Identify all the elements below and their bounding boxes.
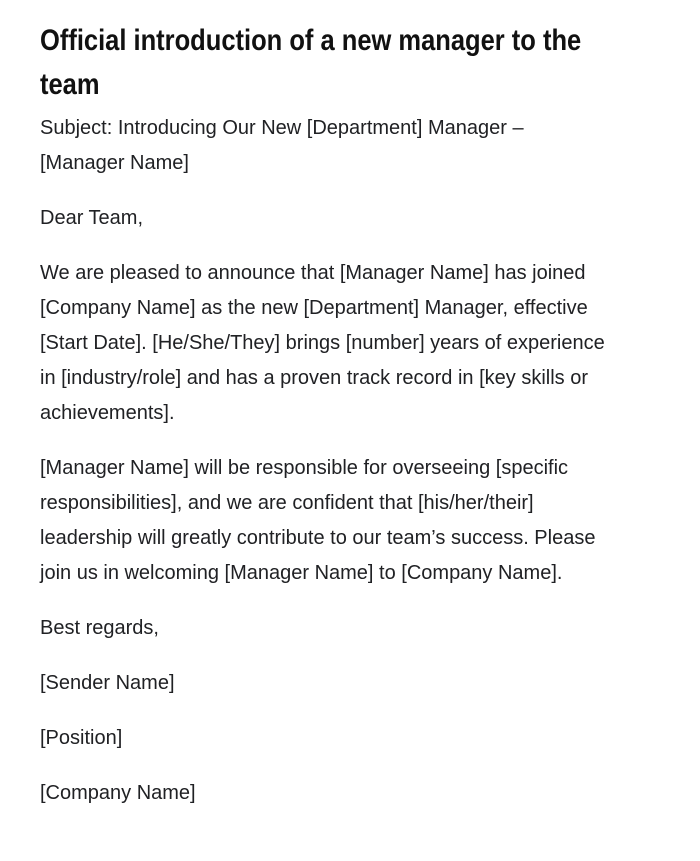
signature-sender-name: [Sender Name] xyxy=(40,672,175,694)
body-paragraph-responsibilities: [Manager Name] will be responsible for overseeing [specific responsibilities], and we are confident that [his/her/their] leadership will greatly contribute to our team’s success. Please join us in welcoming [Manager Name] to [Company Name]. xyxy=(40,457,596,584)
subject-line: Subject: Introducing Our New [Department] Manager – [Manager Name] xyxy=(40,117,524,174)
signature-position: [Position] xyxy=(40,727,123,749)
page-title: Official introduction of a new manager to the team xyxy=(40,24,582,101)
signature-company-name: [Company Name] xyxy=(40,782,196,804)
salutation: Dear Team, xyxy=(40,207,144,229)
body-paragraph-announcement: We are pleased to announce that [Manager Name] has joined [Company Name] as the new [Department] Manager, effective [Start Date]. [He/She/They] brings [number] years of experience in [industry/role] and has a proven track record in [key skills or achievements]. xyxy=(40,262,605,424)
signoff: Best regards, xyxy=(40,617,159,639)
